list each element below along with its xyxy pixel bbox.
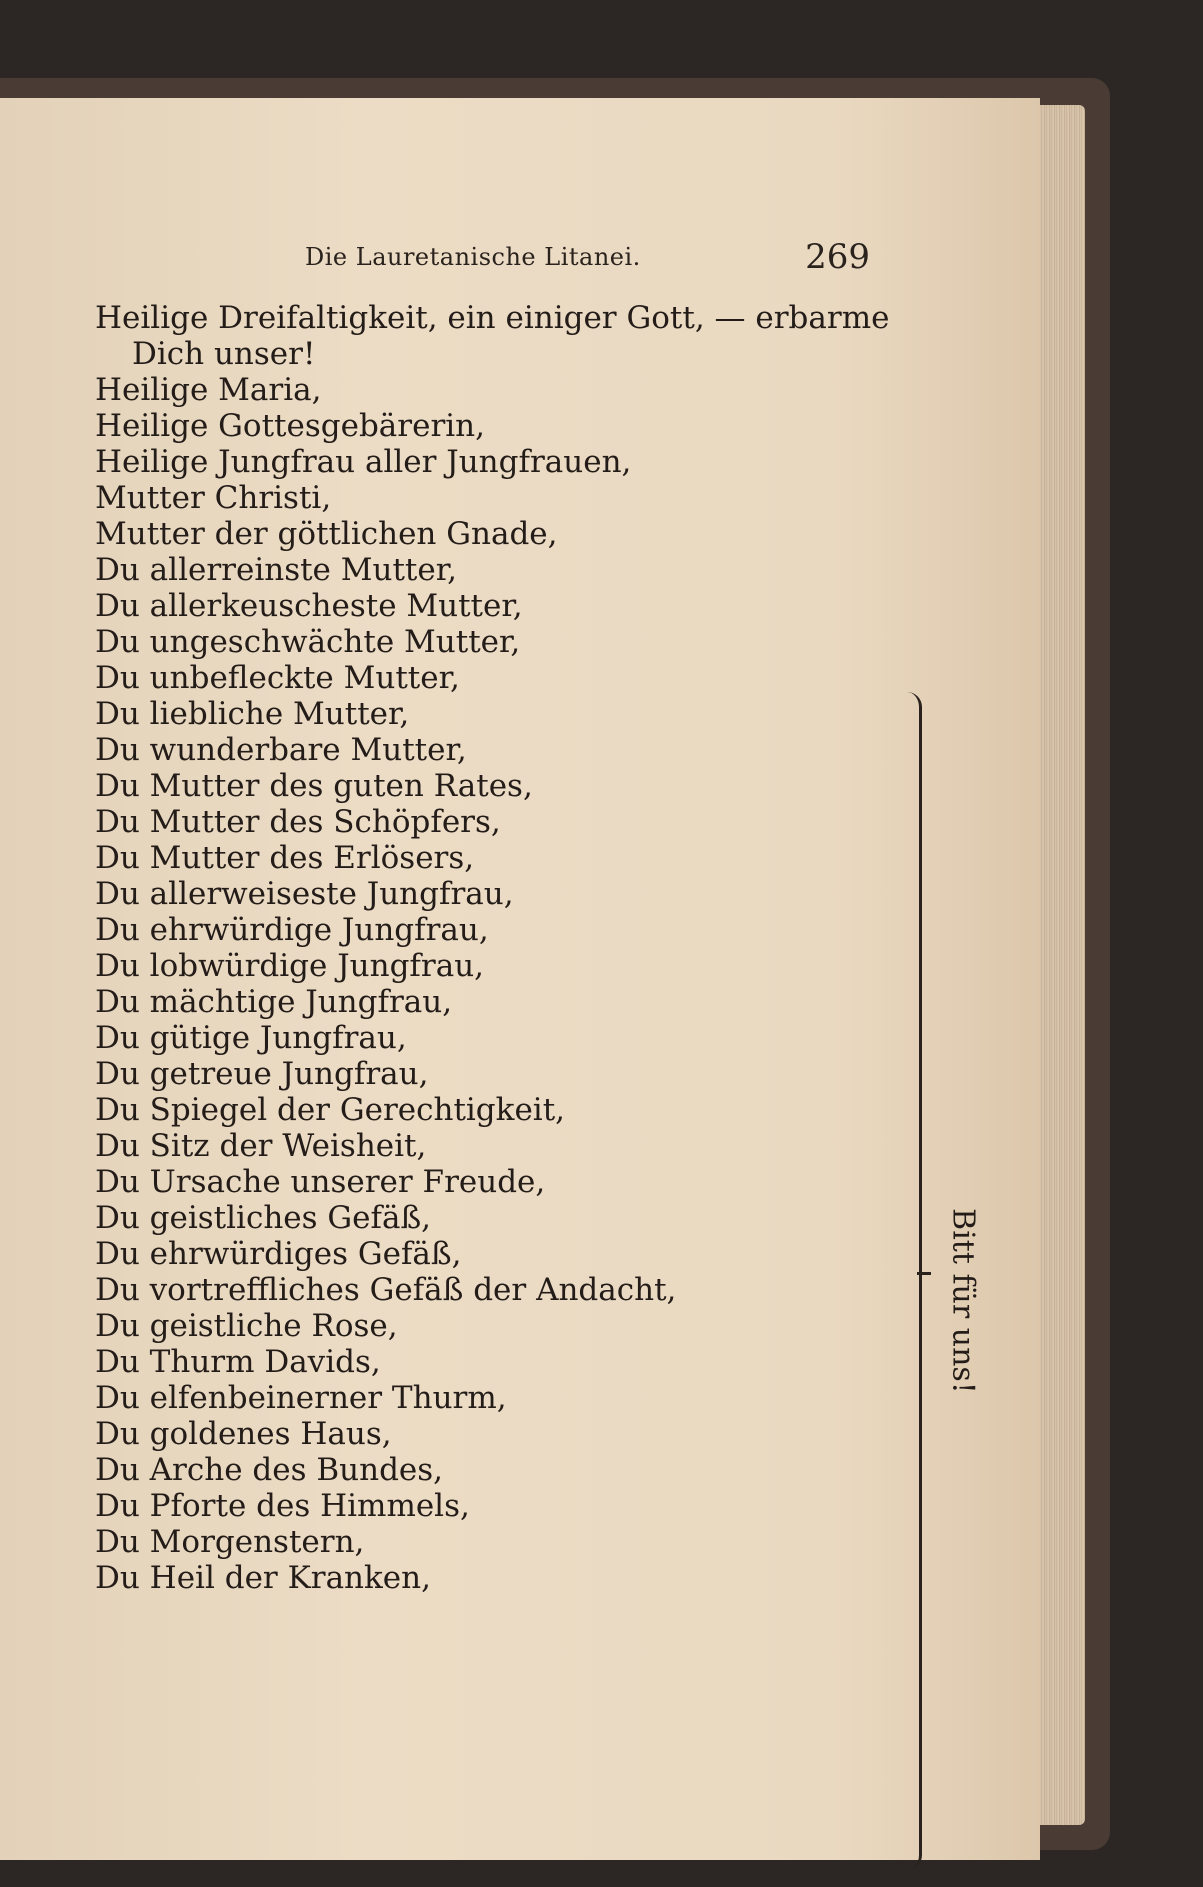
litany-line: Du unbefleckte Mutter, (95, 660, 460, 696)
page-number: 269 (805, 237, 870, 277)
litany-line: Heilige Maria, (95, 372, 322, 408)
litany-line: Du Mutter des Schöpfers, (95, 804, 501, 840)
litany-line: Du wunderbare Mutter, (95, 732, 467, 768)
brace-bracket (907, 692, 922, 1870)
litany-line: Du Mutter des guten Rates, (95, 768, 533, 804)
litany-line: Du allerreinste Mutter, (95, 552, 457, 588)
litany-line: Du allerkeuscheste Mutter, (95, 588, 523, 624)
litany-line: Heilige Jungfrau aller Jungfrauen, (95, 444, 632, 480)
litany-line: Du mächtige Jungfrau, (95, 984, 453, 1020)
litany-line: Du Morgenstern, (95, 1524, 365, 1560)
litany-line: Du allerweiseste Jungfrau, (95, 876, 514, 912)
litany-line: Du getreue Jungfrau, (95, 1056, 429, 1092)
litany-line: Dich unser! (132, 336, 316, 372)
litany-line: Du goldenes Haus, (95, 1416, 392, 1452)
litany-line: Du Ursache unserer Freude, (95, 1164, 546, 1200)
response-text: Bitt für uns! (945, 1208, 981, 1394)
litany-line: Heilige Gottesgebärerin, (95, 408, 485, 444)
running-title: Die Lauretanische Litanei. (305, 243, 641, 271)
litany-line: Du lobwürdige Jungfrau, (95, 948, 485, 984)
litany-line: Du ehrwürdiges Gefäß, (95, 1236, 462, 1272)
litany-line: Du Thurm Davids, (95, 1344, 381, 1380)
litany-line: Mutter der göttlichen Gnade, (95, 516, 558, 552)
litany-line: Du Pforte des Himmels, (95, 1488, 470, 1524)
litany-line: Du Heil der Kranken, (95, 1560, 431, 1596)
litany-line: Mutter Christi, (95, 480, 332, 516)
litany-line: Heilige Dreifaltigkeit, ein einiger Gott, — erbarme (95, 300, 890, 336)
litany-line: Du Spiegel der Gerechtigkeit, (95, 1092, 566, 1128)
litany-line: Du vortreffliches Gefäß der Andacht, (95, 1272, 677, 1308)
litany-line: Du ungeschwächte Mutter, (95, 624, 521, 660)
litany-line: Du liebliche Mutter, (95, 696, 410, 732)
litany-line: Du gütige Jungfrau, (95, 1020, 407, 1056)
litany-line: Du geistliches Gefäß, (95, 1200, 432, 1236)
response-label (943, 1176, 983, 1426)
page-header (305, 237, 870, 283)
litany-line: Du elfenbeinerner Thurm, (95, 1380, 507, 1416)
litany-line: Du Sitz der Weisheit, (95, 1128, 427, 1164)
litany-line: Du Mutter des Erlösers, (95, 840, 475, 876)
litany-line: Du Arche des Bundes, (95, 1452, 444, 1488)
brace-tip (917, 1272, 931, 1275)
litany-line: Du geistliche Rose, (95, 1308, 398, 1344)
litany-line: Du ehrwürdige Jungfrau, (95, 912, 489, 948)
